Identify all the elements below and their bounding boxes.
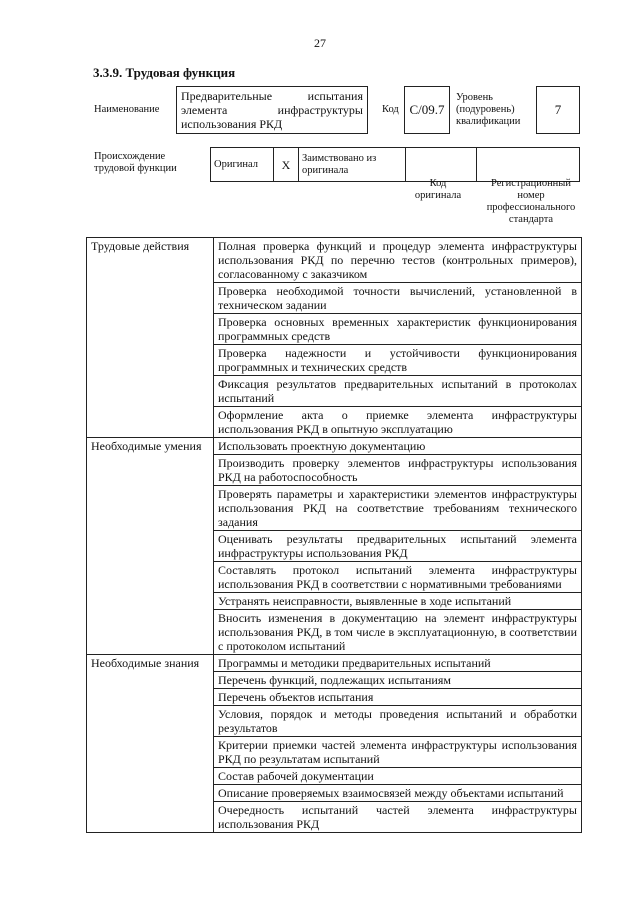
reg-caption-line: стандарта [508, 214, 554, 225]
code-value: С/09.7 [404, 86, 450, 134]
function-details-table [86, 237, 582, 833]
list-item: Оформление акта о приемке элемента инфраструктуры использования РКД в опытную эксплуатацию [214, 407, 582, 438]
level-value: 7 [536, 86, 580, 134]
list-item: Очередность испытаний частей элемента инфраструктуры использования РКД [214, 802, 582, 833]
reg-caption [476, 178, 586, 226]
code-caption [400, 178, 476, 202]
origin-label-line: трудовой функции [94, 163, 177, 174]
list-item: Перечень объектов испытания [214, 689, 582, 706]
table-row [87, 438, 582, 455]
list-item: Составлять протокол испытаний элемента инфраструктуры использования РКД в соответствии с нормативными требованиями [214, 562, 582, 593]
origin-table [210, 147, 580, 182]
list-item: Проверка необходимой точности вычислений, установленной в техническом задании [214, 283, 582, 314]
code-caption-line: оригинала [414, 190, 462, 201]
list-item: Описание проверяемых взаимосвязей между объектами испытаний [214, 785, 582, 802]
borrowed-label-line: оригинала [302, 164, 349, 176]
section-title: 3.3.9. Трудовая функция [93, 65, 236, 80]
list-item: Фиксация результатов предварительных испытаний в протоколах испытаний [214, 376, 582, 407]
function-name-line: использования РКД [181, 117, 283, 131]
level-label-line: (подуровень) [456, 104, 515, 115]
list-item: Устранять неисправности, выявленные в ходе испытаний [214, 593, 582, 610]
function-name-line: Предварительные испытания [181, 89, 363, 103]
function-name-box [176, 86, 368, 134]
code-caption-line: Код [429, 178, 447, 189]
list-item: Оценивать результаты предварительных испытаний элемента инфраструктуры использования РКД [214, 531, 582, 562]
borrowed-label [299, 148, 406, 182]
section-title-cell: Трудовые действия [87, 238, 214, 438]
list-item: Использовать проектную документацию [214, 438, 582, 455]
code-label: Код [382, 104, 399, 115]
list-item: Проверка надежности и устойчивости функционирования программных и технических средств [214, 345, 582, 376]
borrowed-label-line: Заимствовано из [302, 152, 377, 164]
name-label: Наименование [94, 104, 160, 115]
list-item: Проверять параметры и характеристики элементов инфраструктуры использования РКД на соответствие требованиям технического задания [214, 486, 582, 531]
section-title-cell: Необходимые знания [87, 655, 214, 833]
list-item: Перечень функций, подлежащих испытаниям [214, 672, 582, 689]
level-label [456, 92, 532, 128]
original-code-cell [406, 148, 477, 182]
reg-caption-line: профессионального [486, 202, 576, 213]
original-label: Оригинал [211, 148, 274, 182]
table-row [87, 655, 582, 672]
list-item: Производить проверку элементов инфраструктуры использования РКД на работоспособность [214, 455, 582, 486]
list-item: Критерии приемки частей элемента инфраструктуры использования РКД по результатам испытаний [214, 737, 582, 768]
page-number: 27 [314, 36, 326, 50]
function-name-line: элемента инфраструктуры [181, 103, 363, 117]
original-mark: Х [274, 148, 299, 182]
list-item: Состав рабочей документации [214, 768, 582, 785]
list-item: Проверка основных временных характеристик функционирования программных средств [214, 314, 582, 345]
level-label-line: Уровень [456, 92, 493, 103]
origin-label [94, 151, 177, 175]
list-item: Полная проверка функций и процедур элемента инфраструктуры использования РКД по перечню тестов (контрольных примеров), согласованному с заказчиком [214, 238, 582, 283]
list-item: Программы и методики предварительных испытаний [214, 655, 582, 672]
list-item: Условия, порядок и методы проведения испытаний и обработки результатов [214, 706, 582, 737]
reg-caption-line: номер [517, 190, 545, 201]
reg-caption-line: Регистрационный [491, 178, 571, 189]
level-label-line: квалификации [456, 116, 521, 127]
reg-number-cell [477, 148, 580, 182]
section-title-cell: Необходимые умения [87, 438, 214, 655]
table-row [87, 238, 582, 283]
list-item: Вносить изменения в документацию на элемент инфраструктуры использования РКД, в том числе в эксплуатационную, в соответствии с протоколом испытаний [214, 610, 582, 655]
origin-label-line: Происхождение [94, 151, 166, 162]
